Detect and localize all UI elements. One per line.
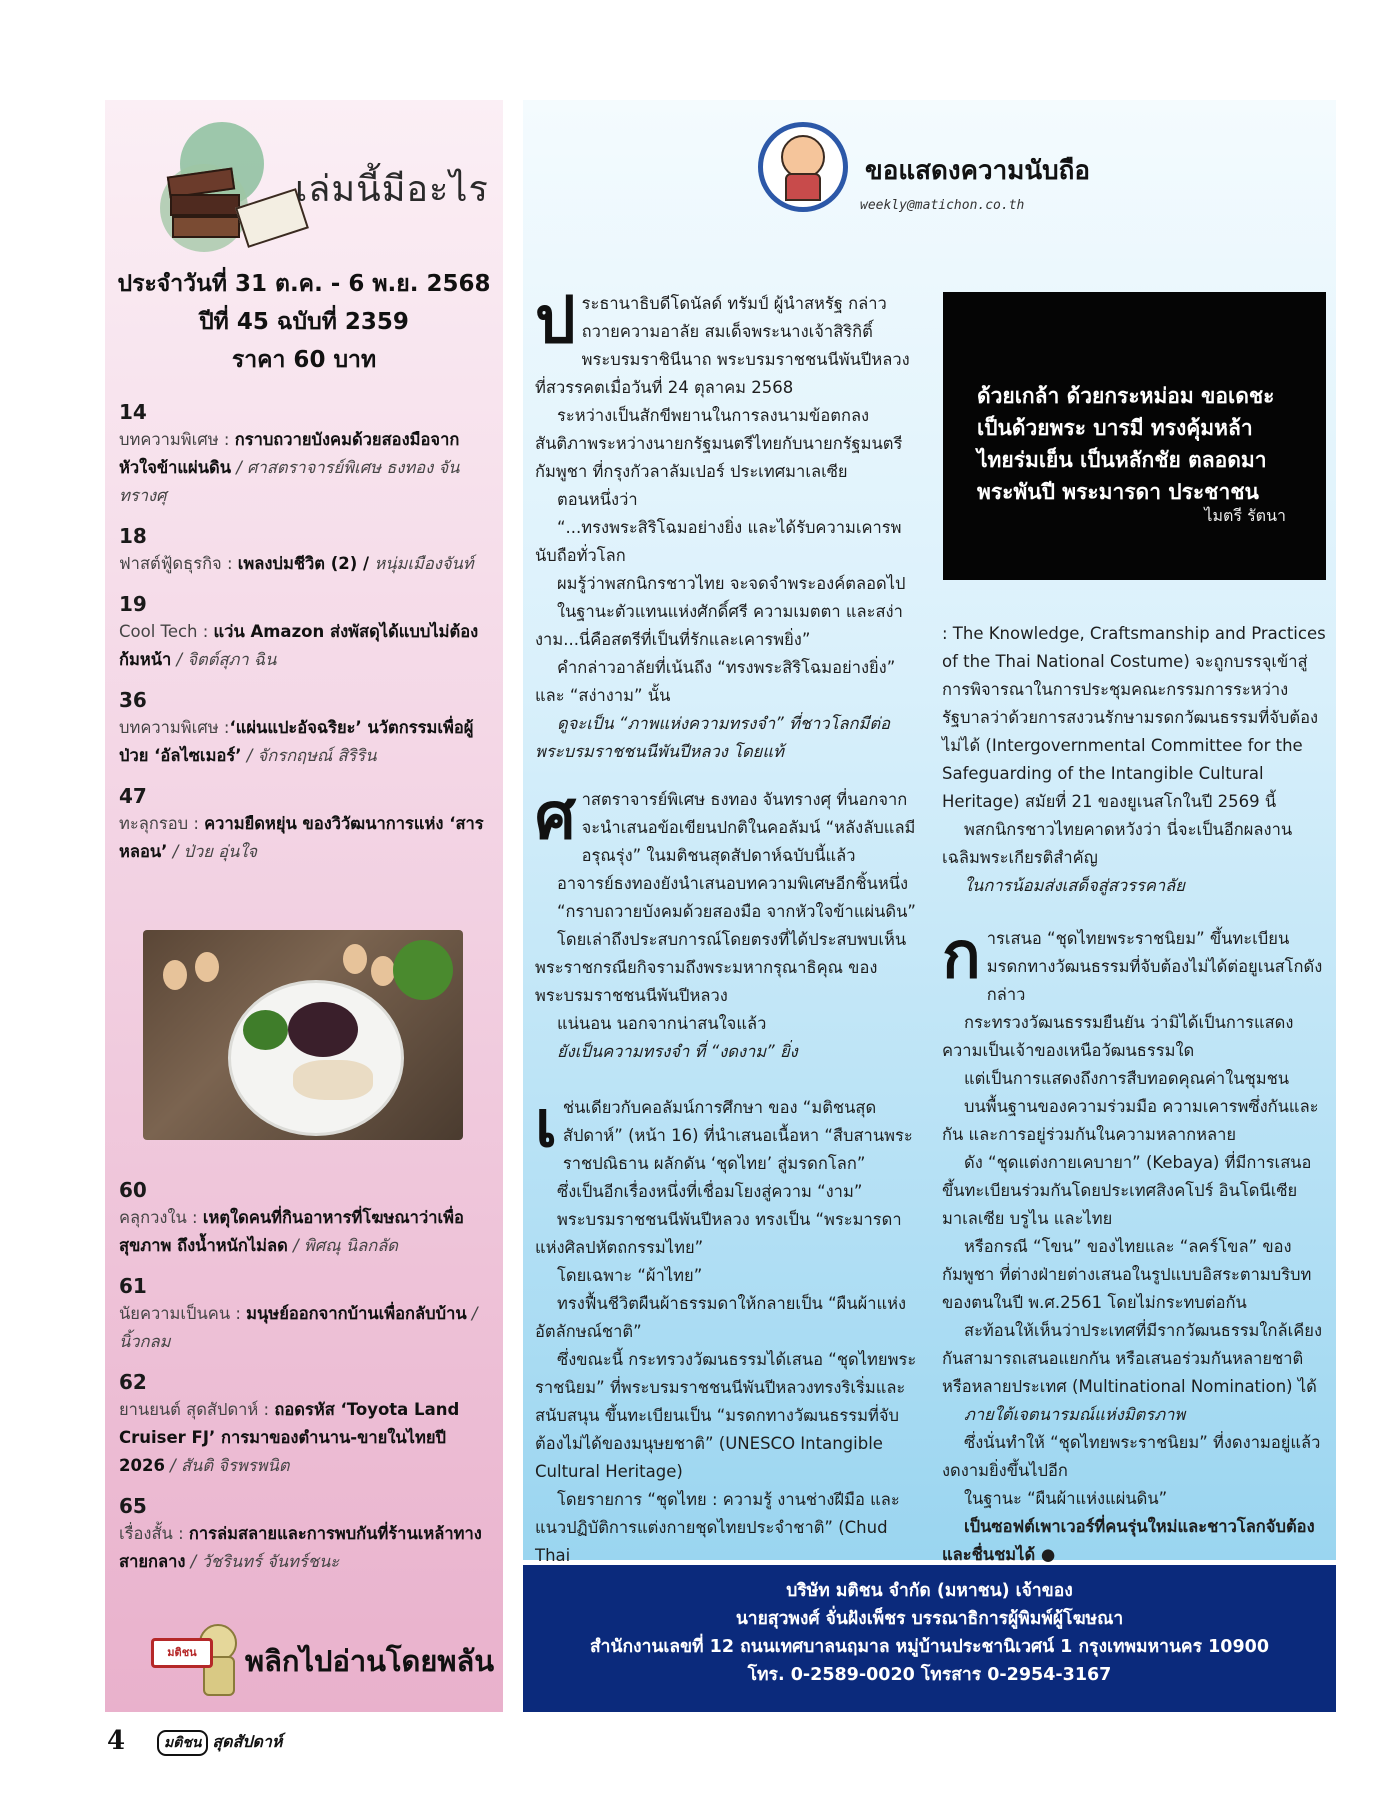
flip-banner bbox=[145, 1620, 495, 1700]
issue-info bbox=[105, 265, 503, 379]
paragraph: เป็นซอฟต์เพาเวอร์ที่คนรุ่นใหม่และชาวโลกจับต้องและชื่นชมได้ ● bbox=[942, 1517, 1315, 1564]
drop-cap: ก bbox=[942, 919, 981, 993]
books-icon bbox=[160, 122, 300, 252]
brand-logo bbox=[157, 1730, 282, 1756]
toc-list-2 bbox=[119, 1178, 491, 1590]
paragraph: : The Knowledge, Craftsmanship and Practices of the Thai National Costume) จะถูกบรรจุเข้าสู่การพิจารณาในการประชุมคณะกรรมการระหว่างรัฐบาลว่าด้วยการสงวนรักษามรดกวัฒนธรรมที่จับต้องไม่ได้ (Intergovernmental Committee for the Safeguarding of the Intangible Cultural Heritage) สมัยที่ 21 ของยูเนสโกในปี 2569 นี้ bbox=[942, 624, 1326, 811]
toc-author: / ป่วย อุ่นใจ bbox=[167, 842, 258, 861]
paragraph: ระธานาธิบดีโดนัลด์ ทรัมป์ ผู้นำสหรัฐ กล่าวถวายความอาลัย สมเด็จพระนางเจ้าสิริกิติ์ พระบรมราชินีนาถ พระบรมราชชนนีพันปีหลวง ที่สวรรคตเมื่อวันที่ 24 ตุลาคม 2568 bbox=[535, 294, 910, 397]
phone-line: โทร. 0-2589-0020 โทรสาร 0-2954-3167 bbox=[747, 1665, 1112, 1685]
toc-item[interactable] bbox=[119, 1494, 491, 1576]
toc-page: 62 bbox=[119, 1370, 147, 1394]
toc-author: / นิ้วกลม bbox=[119, 1304, 478, 1351]
paragraph: ในการน้อมส่งเสด็จสู่สวรรคาลัย bbox=[964, 876, 1185, 895]
paragraph: ภายใต้เจตนารมณ์แห่งมิตรภาพ bbox=[964, 1405, 1186, 1424]
page-number: 4 bbox=[107, 1726, 126, 1756]
drop-cap: ศ bbox=[535, 780, 576, 854]
paragraph: ในฐานะตัวแทนแห่งศักดิ์ศรี ความเมตตา และสง่างาม...นี่คือสตรีที่เป็นที่รักและเคารพยิ่ง” bbox=[535, 602, 903, 649]
toc-author: / จักรกฤษณ์ สิริริน bbox=[241, 746, 377, 765]
toc-author: / สันติ จิรพรพนิต bbox=[164, 1456, 290, 1475]
poem-box bbox=[943, 292, 1326, 580]
editor-line: นายสุวพงศ์ จั่นฝังเพ็ชร บรรณาธิการผู้พิมพ์ผู้โฆษณา bbox=[735, 1609, 1124, 1629]
toc-author: / พิศณุ นิลกลัด bbox=[287, 1236, 399, 1255]
paragraph: หรือกรณี “โขน” ของไทยและ “ลคร์โขล” ของกัมพูชา ที่ต่างฝ่ายต่างเสนอในรูปแบบอิสระตามบริบทของตนในปี พ.ศ.2561 โดยไม่กระทบต่อกัน bbox=[942, 1237, 1312, 1312]
editorial-column-5 bbox=[942, 919, 1327, 1569]
paragraph: พระบรมราชชนนีพันปีหลวง ทรงเป็น “พระมารดาแห่งศิลปหัตถกรรมไทย” bbox=[535, 1210, 902, 1257]
poem-author: ไมตรี รัตนา bbox=[1204, 506, 1286, 525]
toc-page: 19 bbox=[119, 592, 147, 616]
paragraph: สะท้อนให้เห็นว่าประเทศที่มีรากวัฒนธรรมใกล้เคียงกันสามารถเสนอแยกกัน หรือเสนอร่วมกันหลายชาติหรือหลายประเทศ (Multinational Nomination) ได้ bbox=[942, 1321, 1322, 1396]
mascot-sign-icon bbox=[151, 1620, 231, 1700]
paragraph: อาจารย์ธงทองยังนำเสนอบทความพิเศษอีกชิ้นหนึ่ง bbox=[557, 874, 909, 893]
drop-cap: ป bbox=[535, 284, 576, 358]
drop-cap: เ bbox=[535, 1088, 557, 1162]
editorial-column-2 bbox=[535, 780, 920, 1066]
toc-item[interactable] bbox=[119, 688, 491, 770]
publisher-line: บริษัท มติชน จำกัด (มหาชน) เจ้าของ bbox=[786, 1581, 1073, 1601]
toc-item[interactable] bbox=[119, 1370, 491, 1480]
brand-text: สุดสัปดาห์ bbox=[212, 1732, 283, 1751]
paragraph: พสกนิกรชาวไทยคาดหวังว่า นี่จะเป็นอีกผลงานเฉลิมพระเกียรติสำคัญ bbox=[942, 820, 1293, 867]
address-line: สำนักงานเลขที่ 12 ถนนเทศบาลนฤมาล หมู่บ้านประชานิเวศน์ 1 กรุงเทพมหานคร 10900 bbox=[589, 1637, 1269, 1657]
toc-page: 60 bbox=[119, 1178, 147, 1202]
paragraph: โดยรายการ “ชุดไทย : ความรู้ งานช่างฝีมือ และแนวปฏิบัติการแต่งกายชุดไทยประจำชาติ” (Chud Thai bbox=[535, 1490, 900, 1565]
publisher-footer bbox=[523, 1565, 1336, 1712]
paragraph: ทรงฟื้นชีวิตผืนผ้าธรรมดาให้กลายเป็น “ผืนผ้าแห่งอัตลักษณ์ชาติ” bbox=[535, 1294, 907, 1341]
toc-section: บทความพิเศษ : bbox=[119, 718, 230, 737]
toc-headline: แว่น Amazon ส่งพัสดุได้แบบไม่ต้องก้มหน้า bbox=[119, 622, 479, 669]
toc-headline: ‘แผ่นแปะอัจฉริยะ’ นวัตกรรมเพื่อผู้ป่วย ‘อัลไซเมอร์’ bbox=[119, 718, 474, 765]
paragraph: ช่นเดียวกับคอลัมน์การศึกษา ของ “มติชนสุดสัปดาห์” (หน้า 16) ที่นำเสนอเนื้อหา “สืบสานพระราชปณิธาน ผลักดัน ‘ชุดไทย’ สู่มรดกโลก” bbox=[562, 1098, 913, 1173]
flip-sign-label: มติชน bbox=[151, 1638, 213, 1668]
paragraph: ซึ่งเป็นอีกเรื่องหนึ่งที่เชื่อมโยงสู่ความ “งาม” bbox=[557, 1182, 863, 1201]
toc-section: คลุกวงใน : bbox=[119, 1208, 203, 1227]
paragraph: ซึ่งนั่นทำให้ “ชุดไทยพระราชนิยม” ที่งดงามอยู่แล้ว งดงามยิ่งขึ้นไปอีก bbox=[942, 1433, 1321, 1480]
toc-item[interactable] bbox=[119, 784, 491, 866]
paragraph: “...ทรงพระสิริโฉมอย่างยิ่ง และได้รับความเคารพนับถือทั่วโลก bbox=[535, 518, 902, 565]
toc-page: 18 bbox=[119, 524, 147, 548]
paragraph: ระหว่างเป็นสักขีพยานในการลงนามข้อตกลงสันติภาพระหว่างนายกรัฐมนตรีไทยกับนายกรัฐมนตรีกัมพูชา ที่กรุงกัวลาลัมเปอร์ ประเทศมาเลเซีย bbox=[535, 406, 903, 481]
toc-headline: กราบถวายบังคมด้วยสองมือจากหัวใจข้าแผ่นดิน bbox=[119, 430, 460, 477]
toc-author: / จิตต์สุภา ฉิน bbox=[171, 650, 277, 669]
paragraph: คำกล่าวอาลัยที่เน้นถึง “ทรงพระสิริโฉมอย่างยิ่ง” และ “สง่างาม” นั้น bbox=[535, 658, 896, 705]
toc-item[interactable] bbox=[119, 1274, 491, 1356]
toc-author: / ศาสตราจารย์พิเศษ ธงทอง จันทรางศุ bbox=[119, 458, 460, 505]
toc-section: นัยความเป็นคน : bbox=[119, 1304, 247, 1323]
toc-section: Cool Tech : bbox=[119, 622, 214, 641]
toc-headline: ความยืดหยุ่น ของวิวัฒนาการแห่ง ‘สารหลอน’ bbox=[119, 814, 484, 861]
paragraph: ในฐานะ “ผืนผ้าแห่งแผ่นดิน” bbox=[964, 1489, 1168, 1508]
flip-text: พลิกไปอ่านโดยพลัน bbox=[245, 1644, 495, 1678]
issue-number: ปีที่ 45 ฉบับที่ 2359 bbox=[199, 309, 409, 335]
mascot-badge-icon bbox=[758, 122, 848, 212]
editorial-column-3 bbox=[535, 1088, 920, 1570]
paragraph: ซึ่งขณะนี้ กระทรวงวัฒนธรรมได้เสนอ “ชุดไทยพระราชนิยม” ที่พระบรมราชชนนีพันปีหลวงทรงริเริ่มและสนับสนุน ขึ้นทะเบียนเป็น “มรดกทางวัฒนธรรมที่จับต้องไม่ได้ของมนุษยชาติ” (UNESCO Intangible Cultural Heritage) bbox=[535, 1350, 917, 1481]
toc-section: เรื่องสั้น : bbox=[119, 1524, 189, 1543]
toc-section: ทะลุกรอบ : bbox=[119, 814, 205, 833]
paragraph: ตอนหนึ่งว่า bbox=[557, 490, 638, 509]
toc-author: / วัชรินทร์ จันทร์ชนะ bbox=[185, 1552, 340, 1571]
letter-email[interactable]: weekly@matichon.co.th bbox=[860, 198, 1025, 213]
toc-headline: มนุษย์ออกจากบ้านเพื่อกลับบ้าน bbox=[246, 1304, 467, 1323]
issue-price: ราคา 60 บาท bbox=[231, 347, 377, 373]
paragraph: “กราบถวายบังคมด้วยสองมือ จากหัวใจข้าแผ่นดิน” bbox=[557, 902, 916, 921]
contents-panel bbox=[105, 100, 503, 1712]
toc-list bbox=[119, 400, 491, 880]
toc-page: 47 bbox=[119, 784, 147, 808]
paragraph: โดยเล่าถึงประสบการณ์โดยตรงที่ได้ประสบพบเห็นพระราชกรณียกิจรามถึงพระมหากรุณาธิคุณ ของพระบรมราชชนนีพันปีหลวง bbox=[535, 930, 907, 1005]
toc-item[interactable] bbox=[119, 400, 491, 510]
paragraph: แต่เป็นการแสดงถึงการสืบทอดคุณค่าในชุมชน bbox=[964, 1069, 1290, 1088]
toc-headline: การล่มสลายและการพบกันที่ร้านเหล้าทางสายกลาง bbox=[119, 1524, 482, 1571]
toc-item[interactable] bbox=[119, 1178, 491, 1260]
toc-headline: ถอดรหัส ‘Toyota Land Cruiser FJ’ การมาของตำนาน-ขายในไทยปี 2026 bbox=[119, 1400, 460, 1475]
paragraph: าสตราจารย์พิเศษ ธงทอง จันทรางศุ ที่นอกจากจะนำเสนอข้อเขียนปกติในคอลัมน์ “หลังลับแลมีอรุณรุ่ง” ในมติชนสุดสัปดาห์ฉบับนี้แล้ว bbox=[581, 790, 916, 865]
paragraph: แน่นอน นอกจากน่าสนใจแล้ว bbox=[557, 1014, 767, 1033]
issue-date: ประจำวันที่ 31 ต.ค. - 6 พ.ย. 2568 bbox=[117, 271, 491, 297]
paragraph: ดัง “ชุดแต่งกายเคบายา” (Kebaya) ที่มีการเสนอขึ้นทะเบียนร่วมกันโดยประเทศสิงคโปร์ อินโดนีเซีย มาเลเซีย บรูไน และไทย bbox=[942, 1153, 1312, 1228]
toc-section: ยานยนต์ สุดสัปดาห์ : bbox=[119, 1400, 275, 1419]
toc-headline: เหตุใดคนที่กินอาหารที่โฆษณาว่าเพื่อสุขภาพ ถึงน้ำหนักไม่ลด bbox=[119, 1208, 464, 1255]
paragraph: บนพื้นฐานของความร่วมมือ ความเคารพซึ่งกันและกัน และการอยู่ร่วมกันในความหลากหลาย bbox=[942, 1097, 1319, 1144]
editorial-column-4 bbox=[942, 620, 1327, 900]
editorial-column-1 bbox=[535, 284, 920, 766]
food-photo bbox=[143, 930, 463, 1140]
toc-page: 61 bbox=[119, 1274, 147, 1298]
toc-author: หนุ่มเมืองจันท์ bbox=[369, 554, 474, 573]
paragraph: โดยเฉพาะ “ผ้าไทย” bbox=[557, 1266, 703, 1285]
contents-title: เล่มนี้มีอะไร bbox=[295, 168, 489, 209]
toc-item[interactable] bbox=[119, 524, 491, 578]
toc-section: บทความพิเศษ : bbox=[119, 430, 235, 449]
toc-headline: เพลงบ่มชีวิต (2) / bbox=[237, 554, 370, 573]
toc-page: 14 bbox=[119, 400, 147, 424]
toc-page: 36 bbox=[119, 688, 147, 712]
paragraph: ยังเป็นความทรงจำ ที่ “งดงาม” ยิ่ง bbox=[557, 1042, 798, 1061]
toc-page: 65 bbox=[119, 1494, 147, 1518]
paragraph: กระทรวงวัฒนธรรมยืนยัน ว่ามิได้เป็นการแสดงความเป็นเจ้าของเหนือวัฒนธรรมใด bbox=[942, 1013, 1294, 1060]
paragraph: ารเสนอ “ชุดไทยพระราชนิยม” ขึ้นทะเบียนมรดกทางวัฒนธรรมที่จับต้องไม่ได้ต่อยูเนสโกดังกล่าว bbox=[986, 929, 1323, 1004]
brand-box: มติชน bbox=[157, 1730, 208, 1756]
toc-section: ฟาสต์ฟู้ดธุรกิจ : bbox=[119, 554, 238, 573]
paragraph: ผมรู้ว่าพสกนิกรชาวไทย จะจดจำพระองค์ตลอดไป bbox=[557, 574, 906, 593]
poem-text: ด้วยเกล้า ด้วยกระหม่อม ขอเดชะ เป็นด้วยพระ บารมี ทรงคุ้มหล้า ไทยร่มเย็น เป็นหลักชัย ตลอดมา พระพันปี พระมารดา ประชาชน bbox=[977, 384, 1275, 504]
paragraph: ดูจะเป็น “ภาพแห่งความทรงจำ” ที่ชาวโลกมีต่อพระบรมราชชนนีพันปีหลวง โดยแท้ bbox=[535, 714, 891, 761]
toc-item[interactable] bbox=[119, 592, 491, 674]
letter-title: ขอแสดงความนับถือ bbox=[865, 155, 1090, 185]
